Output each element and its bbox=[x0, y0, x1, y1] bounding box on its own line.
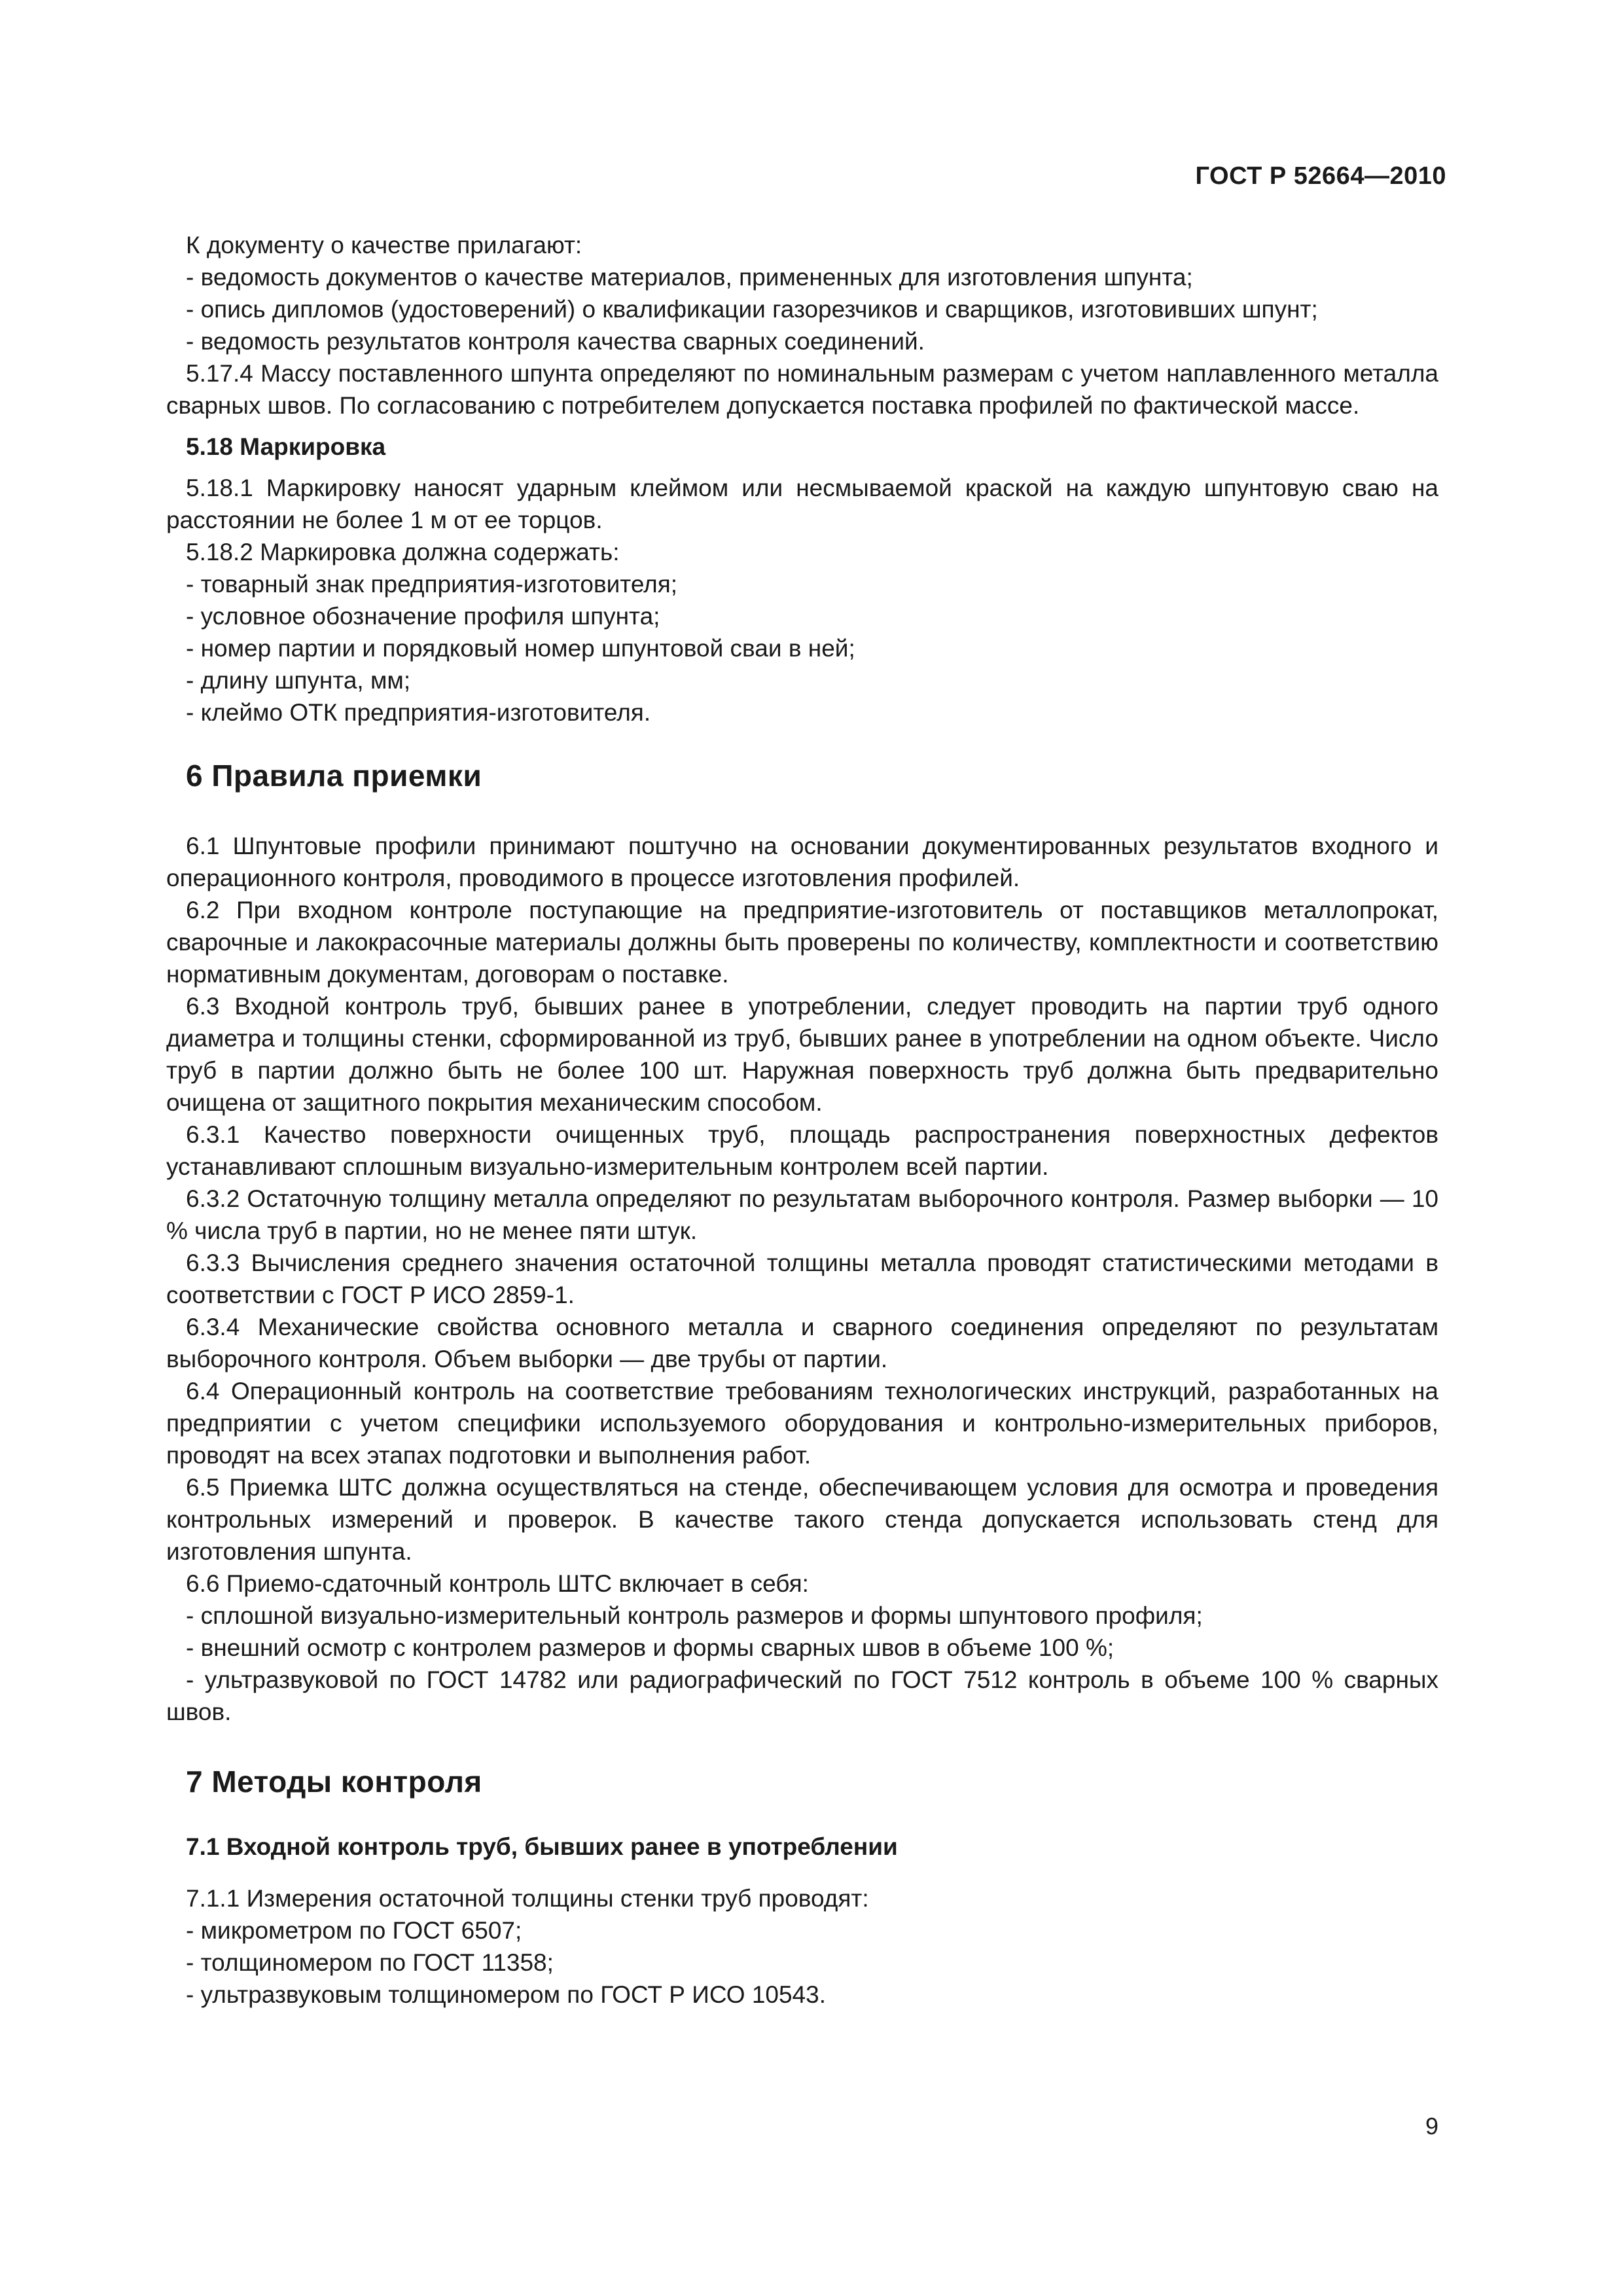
list-item-ultrasonic-thickness-gauge: - ультразвуковым толщиномером по ГОСТ Р ИСО 10543. bbox=[186, 1981, 826, 2008]
heading-5-18-marking: 5.18 Маркировка bbox=[186, 433, 386, 460]
paragraph-5-17-4: 5.17.4 Массу поставленного шпунта определяют по номинальным размерам с учетом наплавленного металла сварных швов. По согласованию с потребителем допускается поставка профилей по фактической массе. bbox=[166, 360, 1438, 419]
paragraph-6-6: 6.6 Приемо-сдаточный контроль ШТС включает в себя: bbox=[186, 1570, 809, 1597]
paragraph-6-4: 6.4 Операционный контроль на соответствие требованиям технологических инструкций, разработанных на предприятии с учетом специфики используемого оборудования и контрольно-измерительных приборов, проводят на всех этапах подготовки и выполнения работ. bbox=[166, 1378, 1438, 1469]
list-item-diplomas-inventory: - опись дипломов (удостоверений) о квалификации газорезчиков и сварщиков, изготовивших шпунт; bbox=[186, 296, 1318, 323]
paragraph-6-2: 6.2 При входном контроле поступающие на предприятие-изготовитель от поставщиков металлопрокат, сварочные и лакокрасочные материалы должны быть проверены по количеству, комплектности и соответствию нормативным документам, договорам о поставке. bbox=[166, 897, 1438, 988]
heading-section-7: 7 Методы контроля bbox=[186, 1765, 482, 1799]
document-body bbox=[166, 229, 1438, 2011]
paragraph-7-1-1: 7.1.1 Измерения остаточной толщины стенки труб проводят: bbox=[186, 1885, 869, 1912]
paragraph-6-3-1: 6.3.1 Качество поверхности очищенных труб, площадь распространения поверхностных дефектов устанавливают сплошным визуально-измерительным контролем всей партии. bbox=[166, 1121, 1438, 1180]
paragraph-6-3-3: 6.3.3 Вычисления среднего значения остаточной толщины металла проводят статистическими методами в соответствии с ГОСТ Р ИСО 2859-1. bbox=[166, 1249, 1438, 1308]
list-item-ultrasonic-radiographic: - ультразвуковой по ГОСТ 14782 или радиографический по ГОСТ 7512 контроль в объеме 100 % сварных швов. bbox=[166, 1666, 1438, 1725]
heading-section-6: 6 Правила приемки bbox=[186, 759, 482, 793]
list-item-trademark: - товарный знак предприятия-изготовителя; bbox=[186, 571, 678, 598]
paragraph-5-18-1: 5.18.1 Маркировку наносят ударным клеймом или несмываемой краской на каждую шпунтовую сваю на расстоянии не более 1 м от ее торцов. bbox=[166, 475, 1438, 533]
paragraph-6-3-4: 6.3.4 Механические свойства основного металла и сварного соединения определяют по результатам выборочного контроля. Объем выборки — две трубы от партии. bbox=[166, 1314, 1438, 1372]
page-number: 9 bbox=[1425, 2113, 1438, 2140]
paragraph-5-18-2: 5.18.2 Маркировка должна содержать: bbox=[186, 539, 620, 565]
document-header-id: ГОСТ Р 52664—2010 bbox=[1195, 162, 1446, 190]
list-item-external-inspection: - внешний осмотр с контролем размеров и формы сварных швов в объеме 100 %; bbox=[186, 1634, 1115, 1661]
list-item-batch-number: - номер партии и порядковый номер шпунтовой сваи в ней; bbox=[186, 635, 855, 662]
heading-7-1: 7.1 Входной контроль труб, бывших ранее в употреблении bbox=[186, 1833, 898, 1860]
paragraph-6-5: 6.5 Приемка ШТС должна осуществляться на стенде, обеспечивающем условия для осмотра и проведения контрольных измерений и проверок. В качестве такого стенда допускается использовать стенд для изготовления шпунта. bbox=[166, 1474, 1438, 1565]
paragraph-6-3-2: 6.3.2 Остаточную толщину металла определяют по результатам выборочного контроля. Размер выборки — 10 % числа труб в партии, но не менее пяти штук. bbox=[166, 1185, 1438, 1244]
list-item-micrometer: - микрометром по ГОСТ 6507; bbox=[186, 1917, 522, 1944]
list-item-visual-measurement: - сплошной визуально-измерительный контроль размеров и формы шпунтового профиля; bbox=[186, 1602, 1203, 1629]
list-item-profile-designation: - условное обозначение профиля шпунта; bbox=[186, 603, 660, 630]
list-item-thickness-gauge: - толщиномером по ГОСТ 11358; bbox=[186, 1949, 554, 1976]
paragraph-6-3: 6.3 Входной контроль труб, бывших ранее в употреблении, следует проводить на партии труб одного диаметра и толщины стенки, сформированной из труб, бывших ранее в употреблении на одном объекте. Число труб в партии должно быть не более 100 шт. Наружная поверхность труб должна быть предварительно очищена от защитного покрытия механическим способом. bbox=[166, 993, 1438, 1116]
list-item-materials-statement: - ведомость документов о качестве материалов, примененных для изготовления шпунта; bbox=[186, 264, 1193, 291]
list-item-sheet-pile-length: - длину шпунта, мм; bbox=[186, 667, 411, 694]
paragraph-6-1: 6.1 Шпунтовые профили принимают поштучно на основании документированных результатов входного и операционного контроля, проводимого в процессе изготовления профилей. bbox=[166, 833, 1438, 891]
list-item-otk-stamp: - клеймо ОТК предприятия-изготовителя. bbox=[186, 699, 651, 726]
list-item-weld-control-results: - ведомость результатов контроля качества сварных соединений. bbox=[186, 328, 925, 355]
paragraph-quality-doc-intro: К документу о качестве прилагают: bbox=[186, 232, 582, 259]
